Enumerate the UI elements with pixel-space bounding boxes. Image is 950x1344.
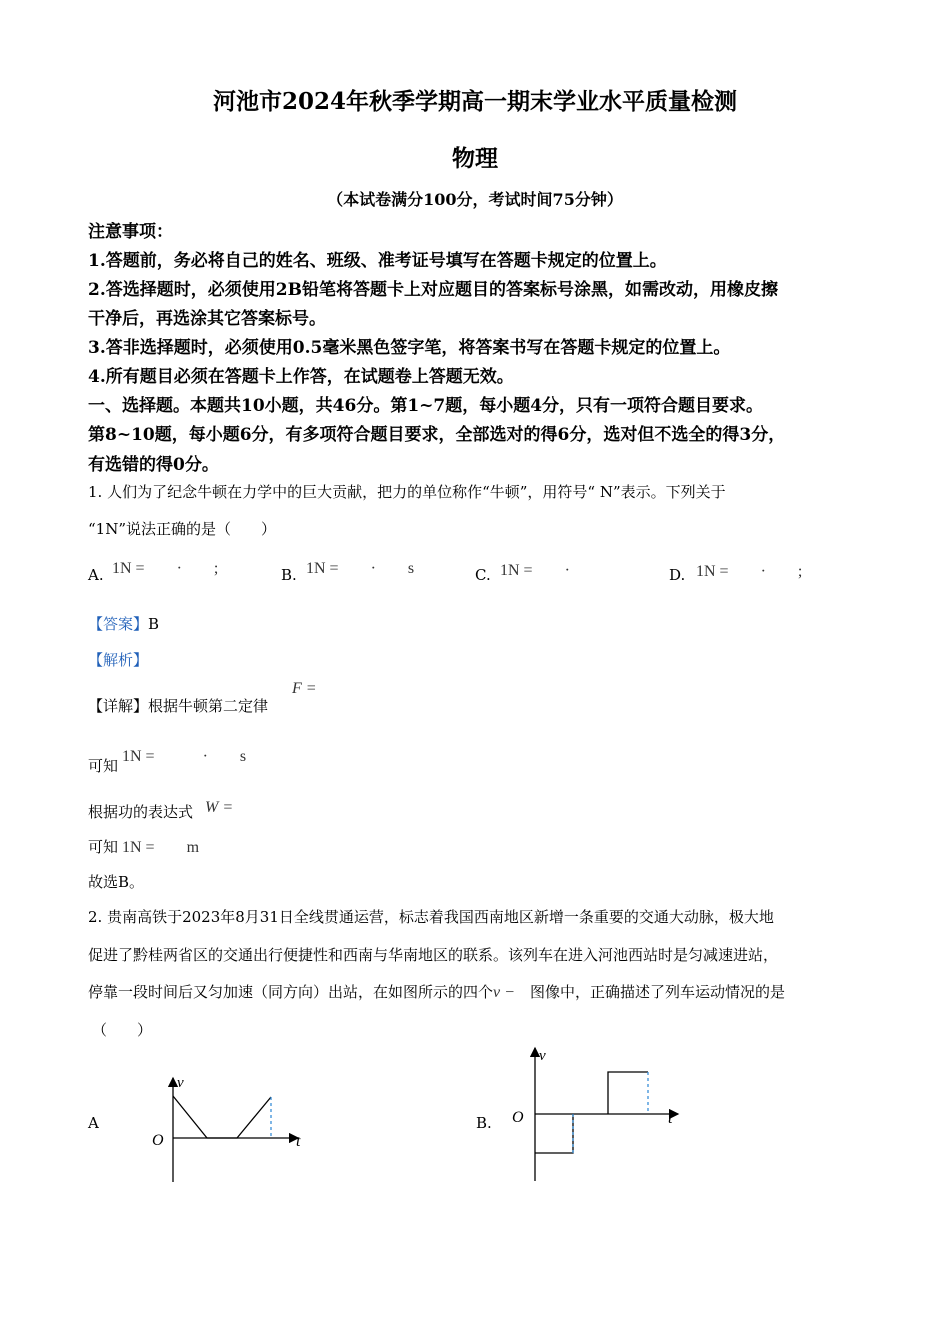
section-heading: 一、选择题。本题共10小题，共46分。第1~7题，每小题4分，只有一项符合题目要求。 [88, 396, 764, 416]
question-stem: “1N”说法正确的是（ ） [88, 520, 277, 538]
question-stem: 促进了黔桂两省区的交通出行便捷性和西南与华南地区的联系。该列车在进入河池西站时是匀减速进站， [88, 946, 779, 964]
note-item: 3.答非选择题时，必须使用0.5毫米黑色签字笔，将答案书写在答题卡规定的位置上。 [88, 338, 731, 358]
v-label: v [539, 1048, 546, 1064]
v-label: v [177, 1075, 184, 1091]
option-formula: 1N = · s [306, 560, 415, 577]
notes-heading: 注意事项： [88, 222, 173, 242]
option-label: A [88, 1114, 99, 1132]
detail-formula: F = [292, 680, 317, 697]
velocity-line [173, 1096, 271, 1138]
origin-label: O [512, 1109, 524, 1126]
option-label: D. [669, 566, 686, 584]
step-formula: W = [205, 799, 234, 816]
detail-tag: 【详解】 [88, 697, 149, 715]
option-label: C. [475, 566, 491, 584]
section-heading: 有选错的得0分。 [88, 455, 219, 475]
option-formula: 1N = · [500, 562, 570, 579]
note-item: 干净后，再选涂其它答案标号。 [88, 309, 326, 329]
step-text: 可知 [88, 757, 119, 775]
answer-tag: 【答案】 [88, 615, 149, 633]
step-text: 可知 [88, 838, 119, 856]
exam-title: 河池市2024年秋季学期高一期末学业水平质量检测 [212, 88, 737, 115]
analysis-tag: 【解析】 [88, 651, 149, 669]
step-formula: 1N = m [122, 839, 200, 856]
option-label: A. [88, 566, 104, 584]
velocity-segment-negative [535, 1114, 573, 1153]
note-item: 1.答题前，务必将自己的姓名、班级、准考证号填写在答题卡规定的位置上。 [88, 251, 667, 271]
note-item: 4.所有题目必须在答题卡上作答，在试题卷上答题无效。 [88, 367, 514, 387]
step-text: 根据功的表达式 [88, 803, 194, 821]
detail-text: 根据牛顿第二定律 [148, 697, 269, 715]
t-label: t [668, 1110, 673, 1127]
note-item: 2.答选择题时，必须使用2B铅笔将答题卡上对应题目的答案标号涂黑，如需改动，用橡皮擦 [88, 280, 778, 300]
origin-label: O [152, 1132, 164, 1149]
option-formula: 1N = · ; [112, 560, 219, 577]
detail-line [88, 695, 268, 716]
question-stem [88, 981, 785, 1002]
subject-title: 物理 [452, 145, 498, 172]
option-label: B. [476, 1114, 492, 1132]
step-formula: 1N = · s [122, 748, 247, 765]
vt-graph-b [508, 1043, 688, 1185]
answer-value: B [148, 615, 160, 633]
answer-bracket: （ ） [92, 1021, 153, 1039]
question-stem: 2. 贵南高铁于2023年8月31日全线贯通运营，标志着我国西南地区新增一条重要的交通大动脉，极大地 [88, 908, 774, 926]
vt-graph-a [150, 1070, 310, 1185]
velocity-segment-positive [608, 1072, 648, 1114]
stem-part: 停靠一段时间后又匀加速（同方向）出站，在如图所示的四个 [88, 983, 494, 1001]
option-label: B. [281, 566, 297, 584]
conclusion: 故选B。 [88, 873, 145, 891]
option-formula: 1N = · ; [696, 563, 803, 580]
question-stem: 1. 人们为了纪念牛顿在力学中的巨大贡献，把力的单位称作“牛顿”，用符号“ N”表示。下列关于 [88, 483, 726, 501]
answer-line [88, 613, 159, 634]
exam-info: （本试卷满分100分，考试时间75分钟） [327, 190, 623, 209]
inline-formula: v − [493, 984, 515, 1001]
t-label: t [296, 1133, 301, 1150]
stem-part: 图像中，正确描述了列车运动情况的是 [529, 983, 785, 1001]
section-heading: 第8~10题，每小题6分，有多项符合题目要求，全部选对的得6分，选对但不选全的得3分， [88, 425, 786, 445]
